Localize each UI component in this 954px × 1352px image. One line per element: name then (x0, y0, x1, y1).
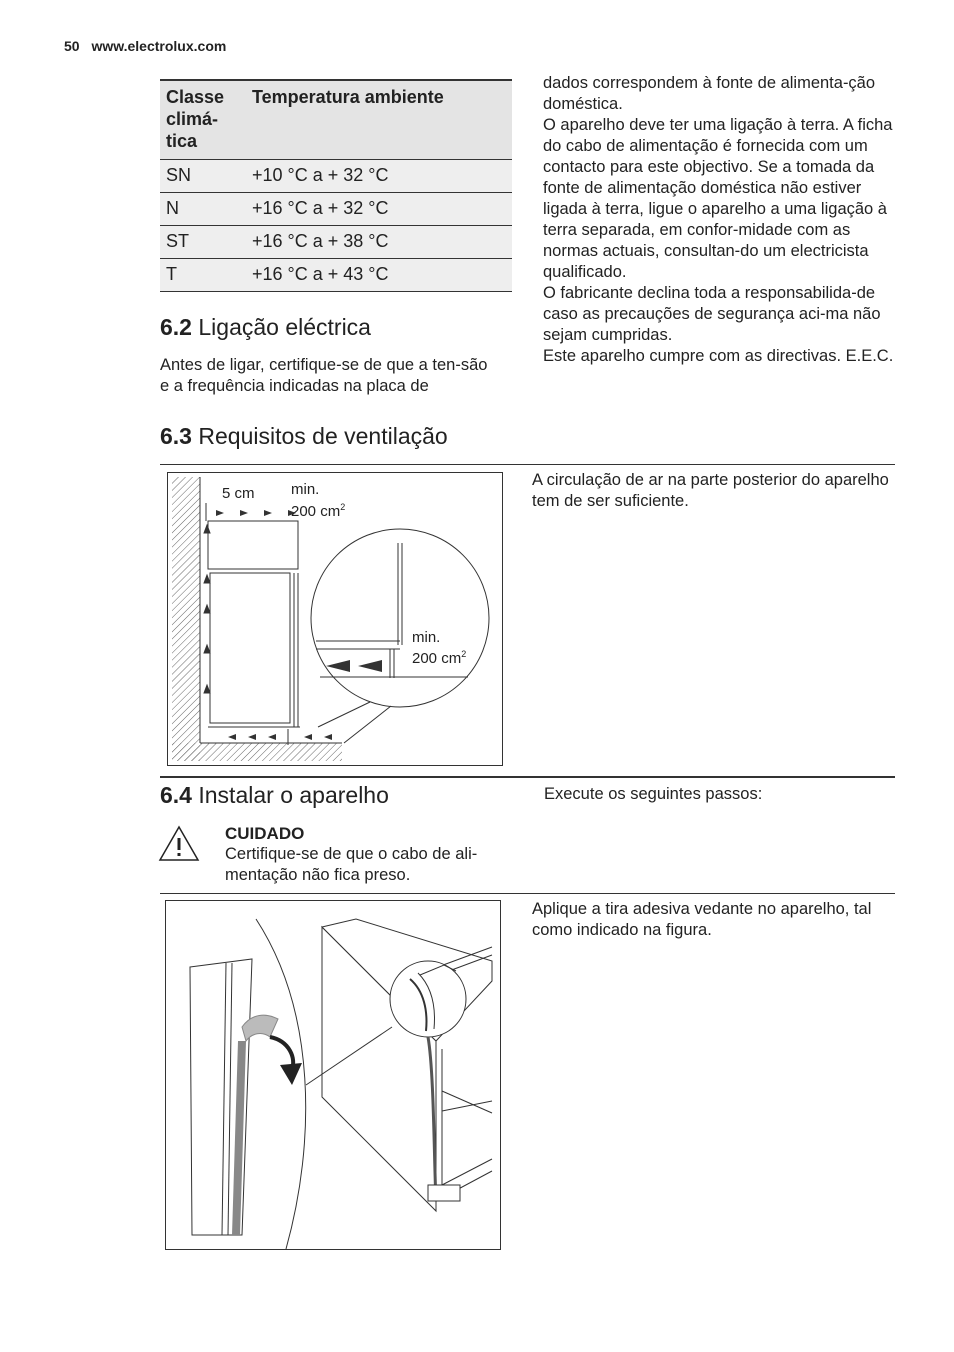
min-label-top: min. (291, 481, 320, 498)
adhesive-strip-figure (165, 900, 501, 1250)
page-number: 50 (64, 38, 80, 54)
section-title: Requisitos de ventilação (198, 423, 448, 449)
temperature-cell: +16 °C a + 43 °C (246, 259, 512, 292)
paragraph-line: Este aparelho cumpre com as directivas. E.E.C. (543, 347, 894, 365)
table-row (160, 160, 512, 193)
table-row (160, 226, 512, 259)
table-row (160, 259, 512, 292)
paragraph-line: O fabricante declina toda a responsabilida-de caso as precauções de segurança aci-ma não sejam cumpridas. (543, 284, 881, 344)
top-airflow-arrows (216, 510, 296, 516)
website-link[interactable]: www.electrolux.com (91, 38, 227, 54)
table-header-row (160, 80, 512, 160)
section-title: Ligação eléctrica (198, 314, 371, 340)
climate-class-table (160, 79, 512, 292)
section-heading-6-4 (160, 782, 389, 809)
section-heading-6-3 (160, 423, 448, 450)
bottom-airflow-arrows (228, 734, 332, 740)
table-row (160, 193, 512, 226)
steps-intro: Execute os seguintes passos: (544, 785, 763, 803)
floor-hatch (172, 743, 342, 761)
wall-hatch (172, 477, 200, 761)
area-label-top: 200 $cm^2$ (291, 502, 346, 520)
section-divider (160, 776, 895, 778)
section-title: Instalar o aparelho (198, 782, 389, 808)
temperature-cell: +10 °C a + 32 °C (246, 160, 512, 193)
ventilation-diagram (168, 473, 502, 765)
rear-airflow-arrows (204, 525, 210, 693)
page-header (64, 38, 226, 54)
warning-icon (158, 825, 200, 862)
climate-class-cell: ST (160, 226, 246, 259)
ventilation-text: A circulação de ar na parte posterior do aparelho tem de ser suficiente. (532, 471, 889, 510)
warning-title: CUIDADO (225, 824, 305, 843)
header-ambient-temperature: Temperatura ambiente (246, 80, 512, 160)
detail-circle (311, 529, 489, 707)
warning-text: Certifique-se de que o cabo de ali-mentação não fica preso. (225, 845, 478, 884)
section-number: 6.2 (160, 314, 192, 340)
gap-label: 5 cm (222, 485, 255, 502)
min-label-bottom: min. (412, 629, 441, 646)
appliance-body (210, 573, 290, 723)
adhesive-strip-diagram (166, 901, 500, 1249)
section-divider (160, 464, 895, 465)
header-climate-class: Classe climá- tica (160, 80, 246, 160)
paragraph-line: dados correspondem à fonte de alimenta-ção doméstica. (543, 74, 876, 113)
upper-cabinet (208, 521, 298, 569)
detail-circle-small (390, 961, 466, 1037)
warning-block (225, 823, 510, 886)
section-number: 6.4 (160, 782, 192, 808)
temperature-cell: +16 °C a + 32 °C (246, 193, 512, 226)
area-label-bottom: 200 $cm^2$ (412, 649, 467, 667)
climate-class-cell: N (160, 193, 246, 226)
electrical-paragraph-right (543, 73, 898, 367)
electrical-paragraph-left: Antes de ligar, certifique-se de que a ten-são e a frequência indicadas na placa de (160, 356, 488, 395)
climate-class-cell: T (160, 259, 246, 292)
magnify-arc (256, 919, 306, 1249)
section-heading-6-2 (160, 314, 371, 341)
paragraph-line: O aparelho deve ter uma ligação à terra. A ficha do cabo de alimentação é fornecida com um contacto para este objectivo. Se a tomada da fonte de alimentação doméstica não estiver ligada à terra, ligue o aparelho a uma ligação à terra separada, em confor-midade com as normas actuais, consultan-do um electricista qualificado. (543, 116, 893, 281)
climate-class-cell: SN (160, 160, 246, 193)
ventilation-figure (167, 472, 503, 766)
section-divider (160, 893, 895, 894)
temperature-cell: +16 °C a + 38 °C (246, 226, 512, 259)
step1-text: Aplique a tira adesiva vedante no aparelho, tal como indicado na figura. (532, 900, 872, 939)
section-number: 6.3 (160, 423, 192, 449)
